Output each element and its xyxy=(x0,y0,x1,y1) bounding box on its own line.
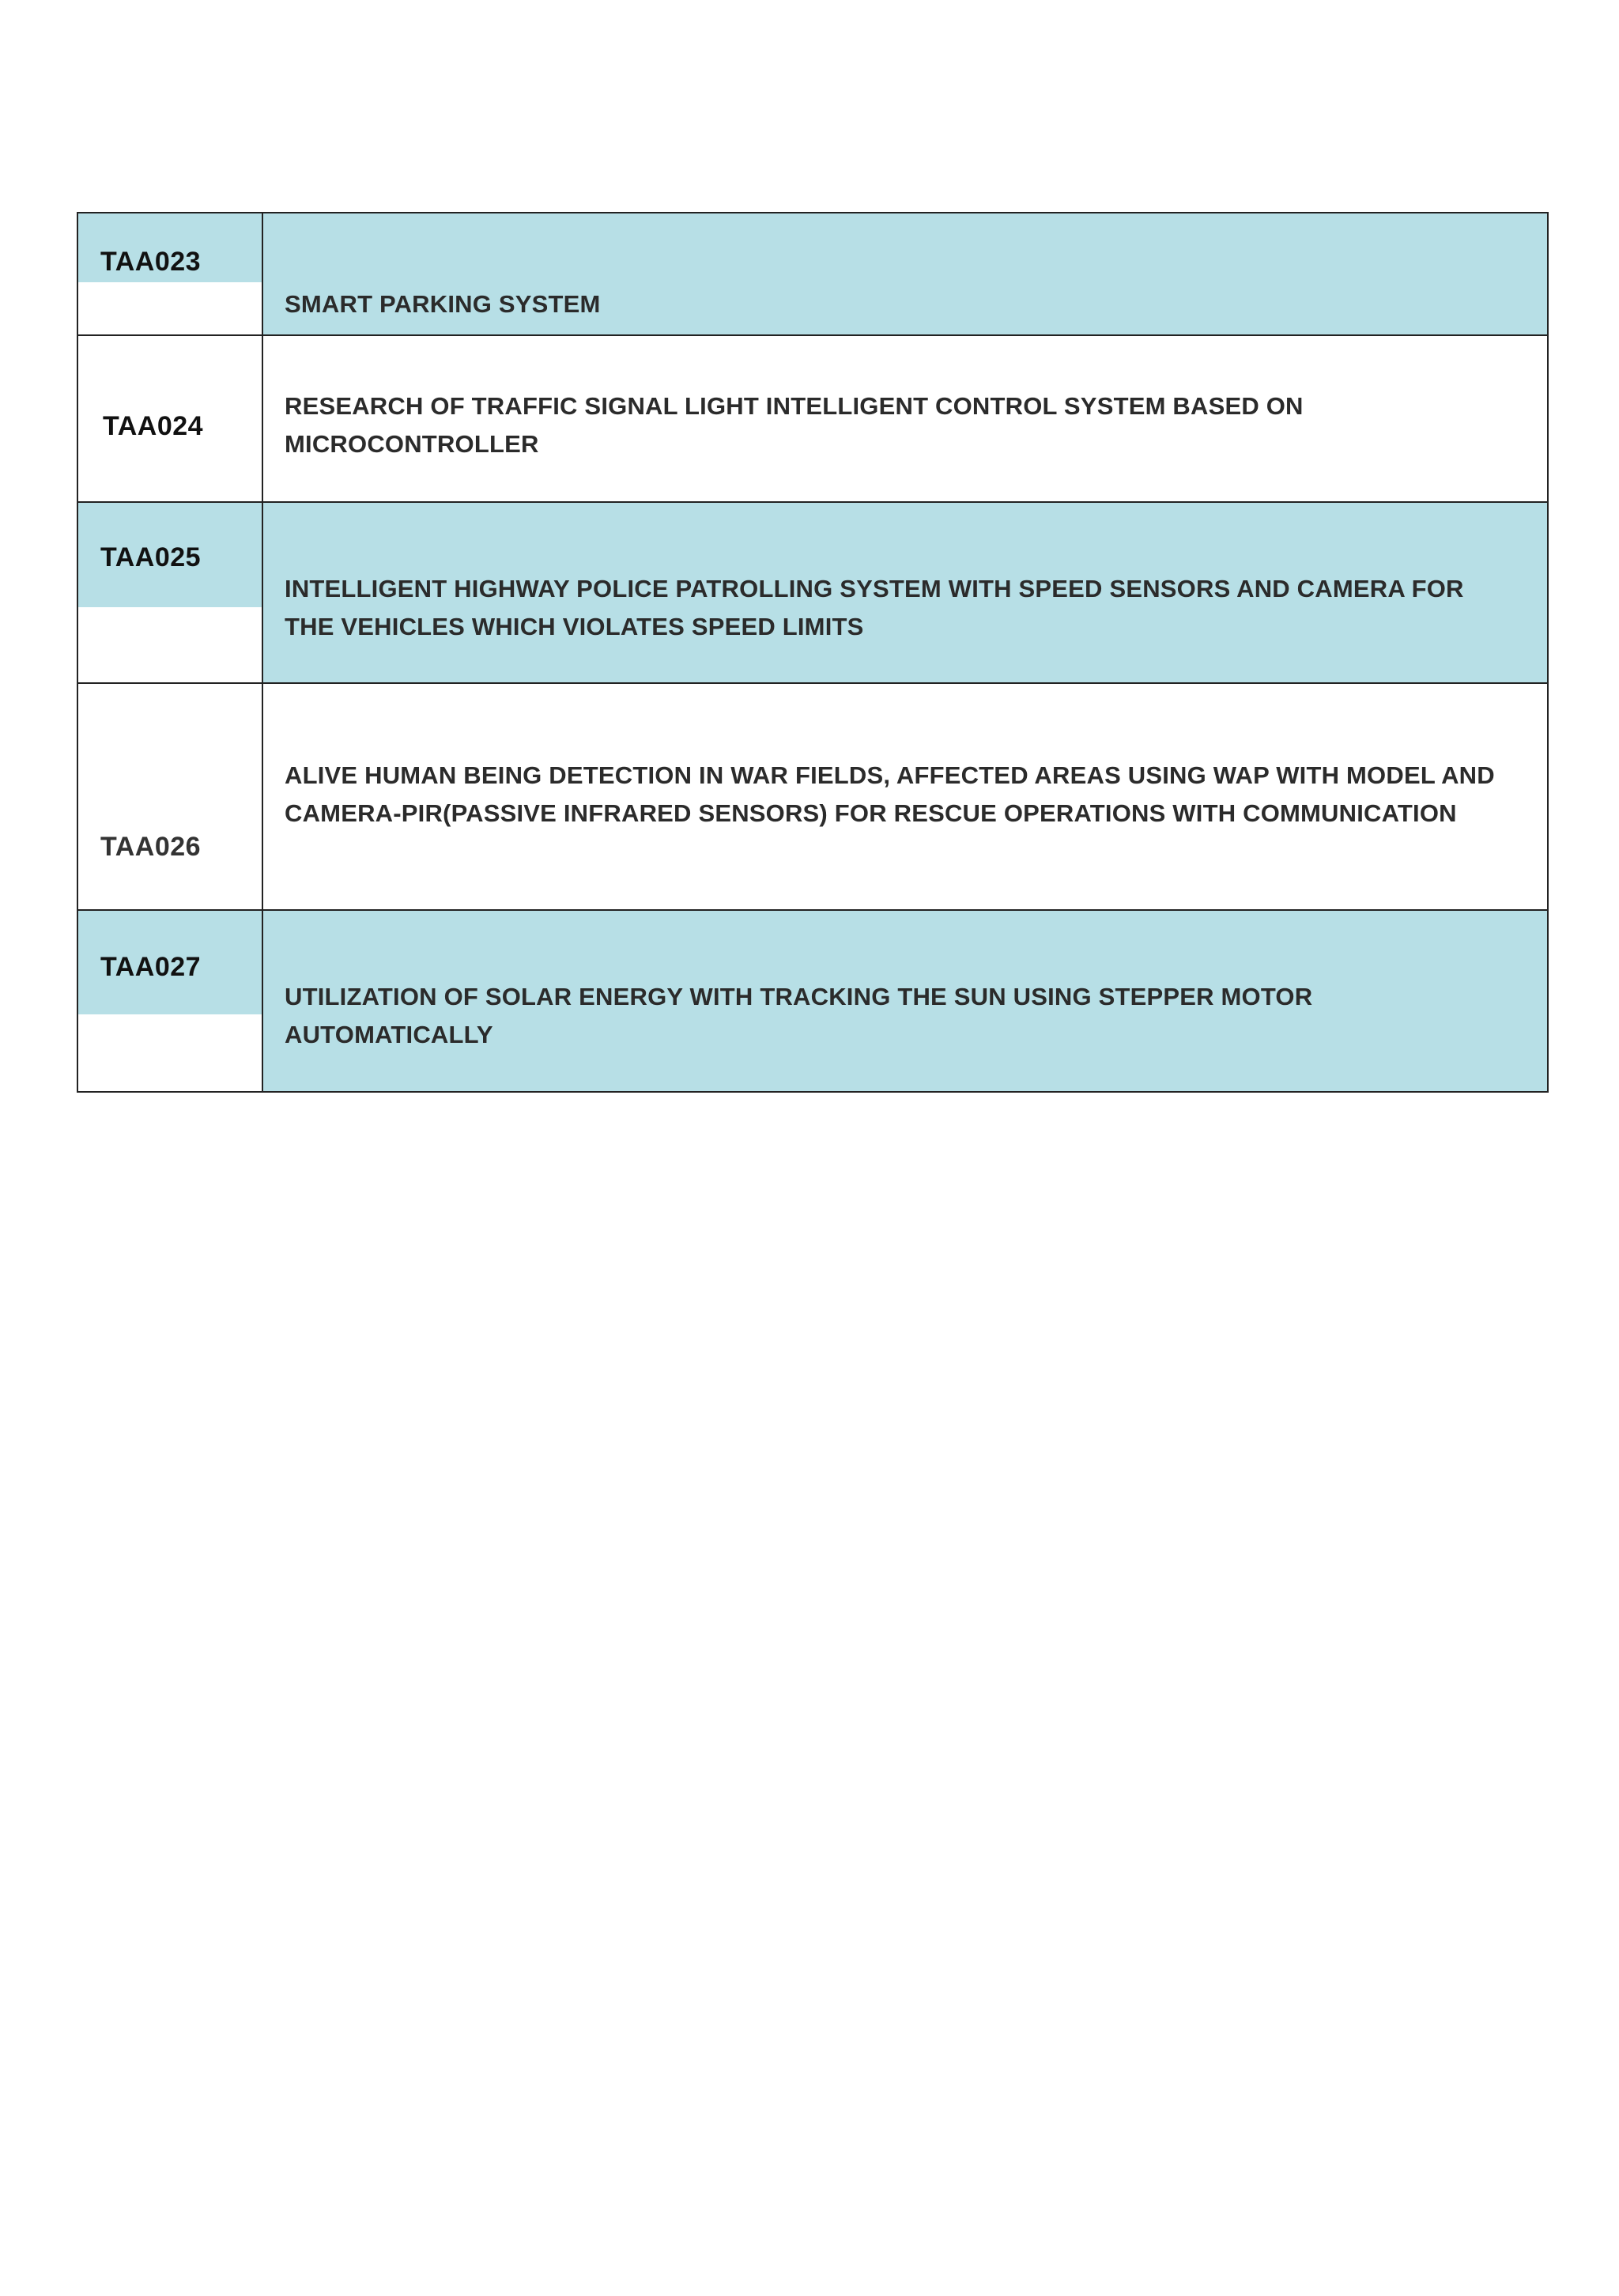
project-code-cell xyxy=(77,335,262,502)
table-row xyxy=(77,910,1548,1092)
table-row xyxy=(77,502,1548,683)
project-code-cell xyxy=(77,502,262,683)
project-title-cell xyxy=(262,335,1548,502)
table-row xyxy=(77,213,1548,335)
project-title: SMART PARKING SYSTEM xyxy=(285,290,601,318)
project-title: ALIVE HUMAN BEING DETECTION IN WAR FIELDS, AFFECTED AREAS USING WAP WITH MODEL AND CAMERA-PIR(PASSIVE INFRARED SENSORS) FOR RESCUE OPERATIONS WITH COMMUNICATION xyxy=(285,761,1495,827)
project-code: TAA026 xyxy=(100,832,202,862)
project-code: TAA025 xyxy=(100,542,202,572)
project-title: INTELLIGENT HIGHWAY POLICE PATROLLING SYSTEM WITH SPEED SENSORS AND CAMERA FOR THE VEHICLES WHICH VIOLATES SPEED LIMITS xyxy=(285,575,1464,640)
project-title-cell xyxy=(262,213,1548,335)
project-code: TAA027 xyxy=(100,952,202,982)
project-title: UTILIZATION OF SOLAR ENERGY WITH TRACKING THE SUN USING STEPPER MOTOR AUTOMATICALLY xyxy=(285,983,1313,1048)
table-row xyxy=(77,335,1548,502)
project-title: RESEARCH OF TRAFFIC SIGNAL LIGHT INTELLIGENT CONTROL SYSTEM BASED ON MICROCONTROLLER xyxy=(285,392,1304,458)
project-title-cell xyxy=(262,502,1548,683)
project-code-cell xyxy=(77,683,262,910)
project-title-cell xyxy=(262,683,1548,910)
project-code-cell xyxy=(77,213,262,335)
project-code: TAA023 xyxy=(100,247,202,277)
project-code-cell xyxy=(77,910,262,1092)
project-table xyxy=(77,212,1549,1093)
table-row xyxy=(77,683,1548,910)
project-code: TAA024 xyxy=(103,411,204,441)
project-title-cell xyxy=(262,910,1548,1092)
